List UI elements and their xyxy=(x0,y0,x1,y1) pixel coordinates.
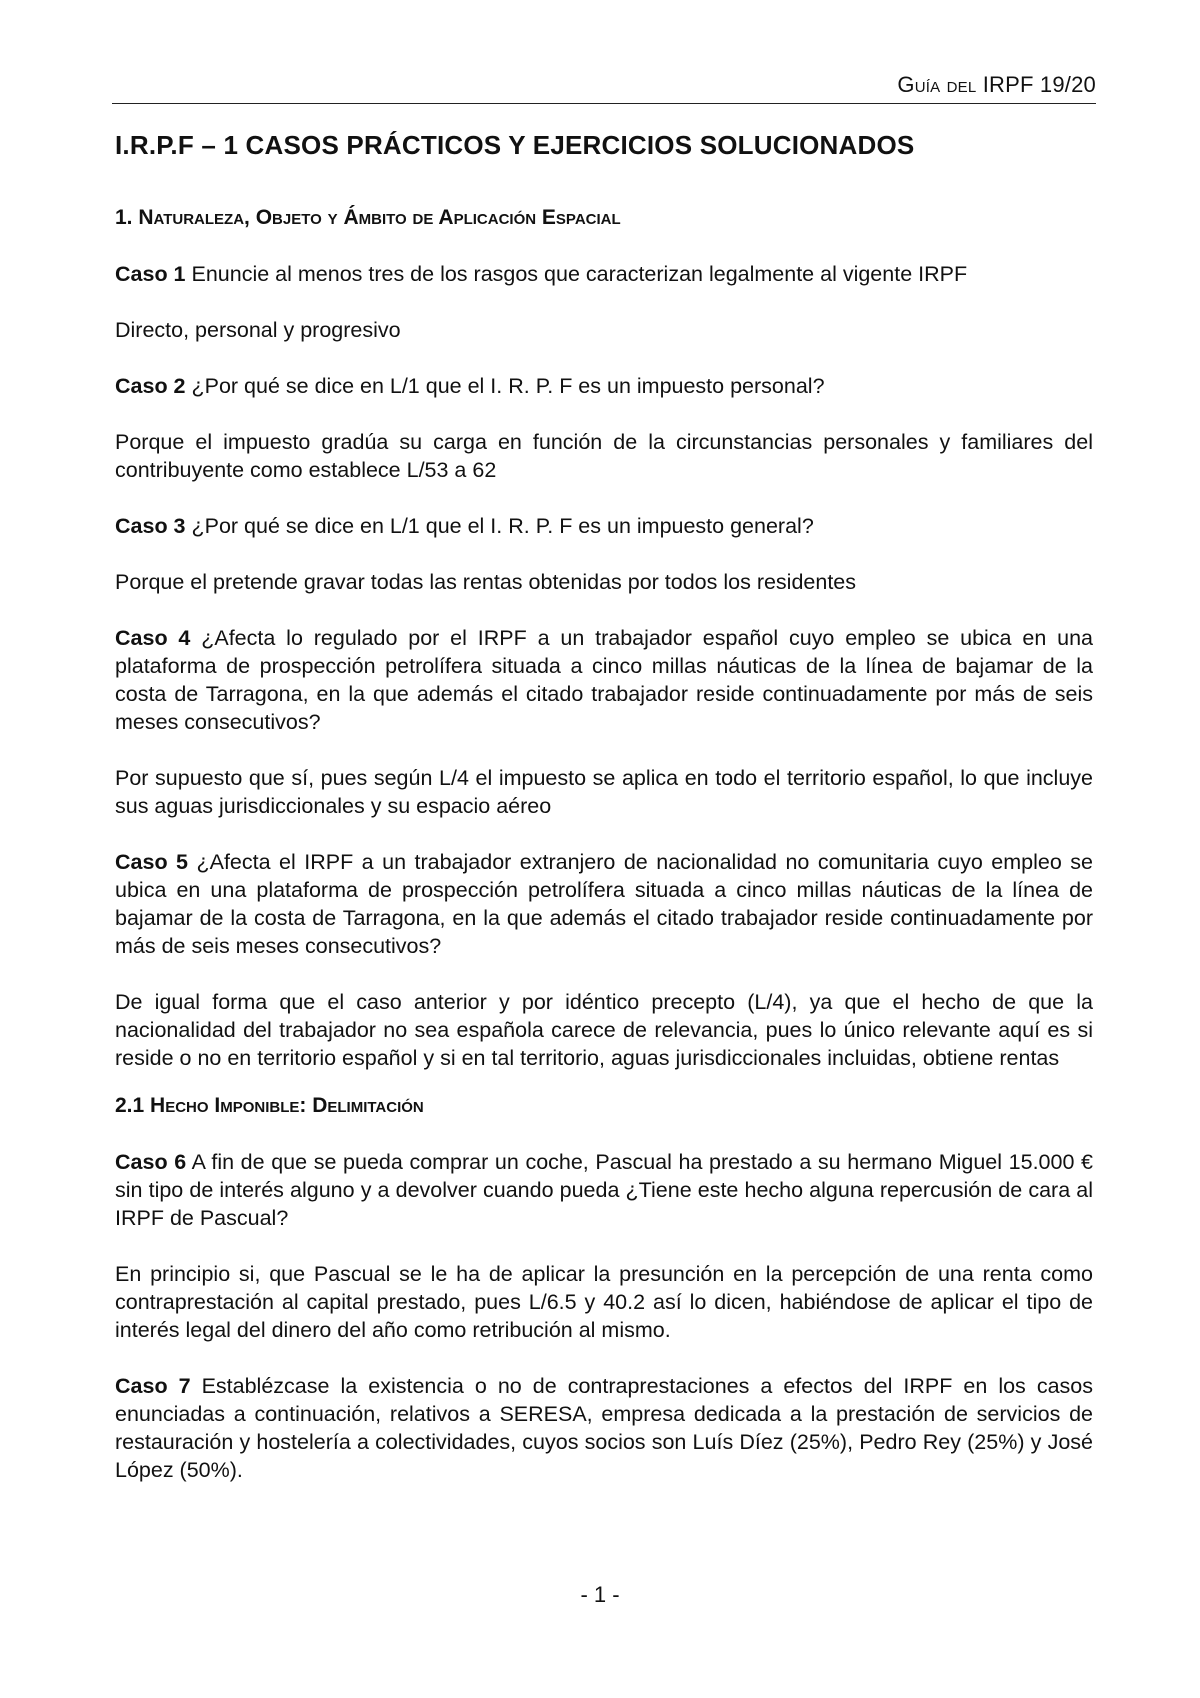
case-question-text: Enuncie al menos tres de los rasgos que caracterizan legalmente al vigente IRPF xyxy=(185,262,968,286)
case-label: Caso 2 xyxy=(115,374,186,398)
case-6-answer: En principio si, que Pascual se le ha de aplicar la presunción en la percepción de una renta como contraprestación al capital prestado, pues L/6.5 y 40.2 así lo dicen, habiéndose de aplicar el tipo de interés legal del dinero del año como retribución al mismo. xyxy=(115,1262,1093,1342)
section-heading-hecho-imponible: 2.1 Hecho Imponible: Delimitación xyxy=(115,1094,424,1117)
case-3-question xyxy=(115,512,1093,540)
case-label: Caso 4 xyxy=(115,626,191,650)
case-2-answer: Porque el impuesto gradúa su carga en función de la circunstancias personales y familiares del contribuyente como establece L/53 a 62 xyxy=(115,430,1093,482)
case-5-answer: De igual forma que el caso anterior y por idéntico precepto (L/4), ya que el hecho de que la nacionalidad del trabajador no sea española carece de relevancia, pues lo único relevante aquí es si reside o no en territorio español y si en tal territorio, aguas jurisdiccionales incluidas, obtiene rentas xyxy=(115,990,1093,1070)
case-1-question xyxy=(115,260,1093,288)
case-question-text: Establézcase la existencia o no de contraprestaciones a efectos del IRPF en los casos enunciadas a continuación, relativos a SERESA, empresa dedicada a la prestación de servicios de restauración y hostelería a colectividades, cuyos socios son Luís Díez (25%), Pedro Rey (25%) y José López (50%). xyxy=(115,1374,1093,1482)
case-label: Caso 7 xyxy=(115,1374,191,1398)
case-3-answer: Porque el pretende gravar todas las rentas obtenidas por todos los residentes xyxy=(115,570,857,594)
case-question-text: ¿Por qué se dice en L/1 que el I. R. P. F es un impuesto general? xyxy=(185,514,814,538)
running-header: Guía del IRPF 19/20 xyxy=(897,72,1096,97)
case-7-question xyxy=(115,1372,1093,1484)
case-label: Caso 1 xyxy=(115,262,186,286)
case-question-text: ¿Por qué se dice en L/1 que el I. R. P. F es un impuesto personal? xyxy=(185,374,825,398)
case-question-text: ¿Afecta el IRPF a un trabajador extranjero de nacionalidad no comunitaria cuyo empleo se ubica en una plataforma de prospección petrolífera situada a cinco millas náuticas de la línea de bajamar de la costa de Tarragona, en la que además el citado trabajador reside continuadamente por más de seis meses consecutivos? xyxy=(115,850,1094,958)
case-4-question xyxy=(115,624,1093,736)
case-question-text: A fin de que se pueda comprar un coche, Pascual ha prestado a su hermano Miguel 15.000 € sin tipo de interés alguno y a devolver cuando pueda ¿Tiene este hecho alguna repercusión de cara al IRPF de Pascual? xyxy=(115,1150,1093,1230)
section-heading-naturaleza: 1. Naturaleza, Objeto y Ámbito de Aplicación Espacial xyxy=(115,206,621,229)
case-4-answer: Por supuesto que sí, pues según L/4 el impuesto se aplica en todo el territorio español, lo que incluye sus aguas jurisdiccionales y su espacio aéreo xyxy=(115,766,1093,818)
case-6-question xyxy=(115,1148,1093,1232)
case-5-question xyxy=(115,848,1093,960)
case-label: Caso 5 xyxy=(115,850,189,874)
case-label: Caso 3 xyxy=(115,514,186,538)
document-title: I.R.P.F – 1 CASOS PRÁCTICOS Y EJERCICIOS SOLUCIONADOS xyxy=(115,130,915,160)
case-2-question xyxy=(115,372,1093,400)
page-content xyxy=(115,128,1093,1484)
case-1-answer: Directo, personal y progresivo xyxy=(115,318,401,342)
case-question-text: ¿Afecta lo regulado por el IRPF a un trabajador español cuyo empleo se ubica en una plataforma de prospección petrolífera situada a cinco millas náuticas de la línea de bajamar de la costa de Tarragona, en la que además el citado trabajador reside continuadamente por más de seis meses consecutivos? xyxy=(115,626,1093,734)
header-divider xyxy=(112,103,1096,104)
case-label: Caso 6 xyxy=(115,1150,187,1174)
page-number: - 1 - xyxy=(580,1582,620,1607)
